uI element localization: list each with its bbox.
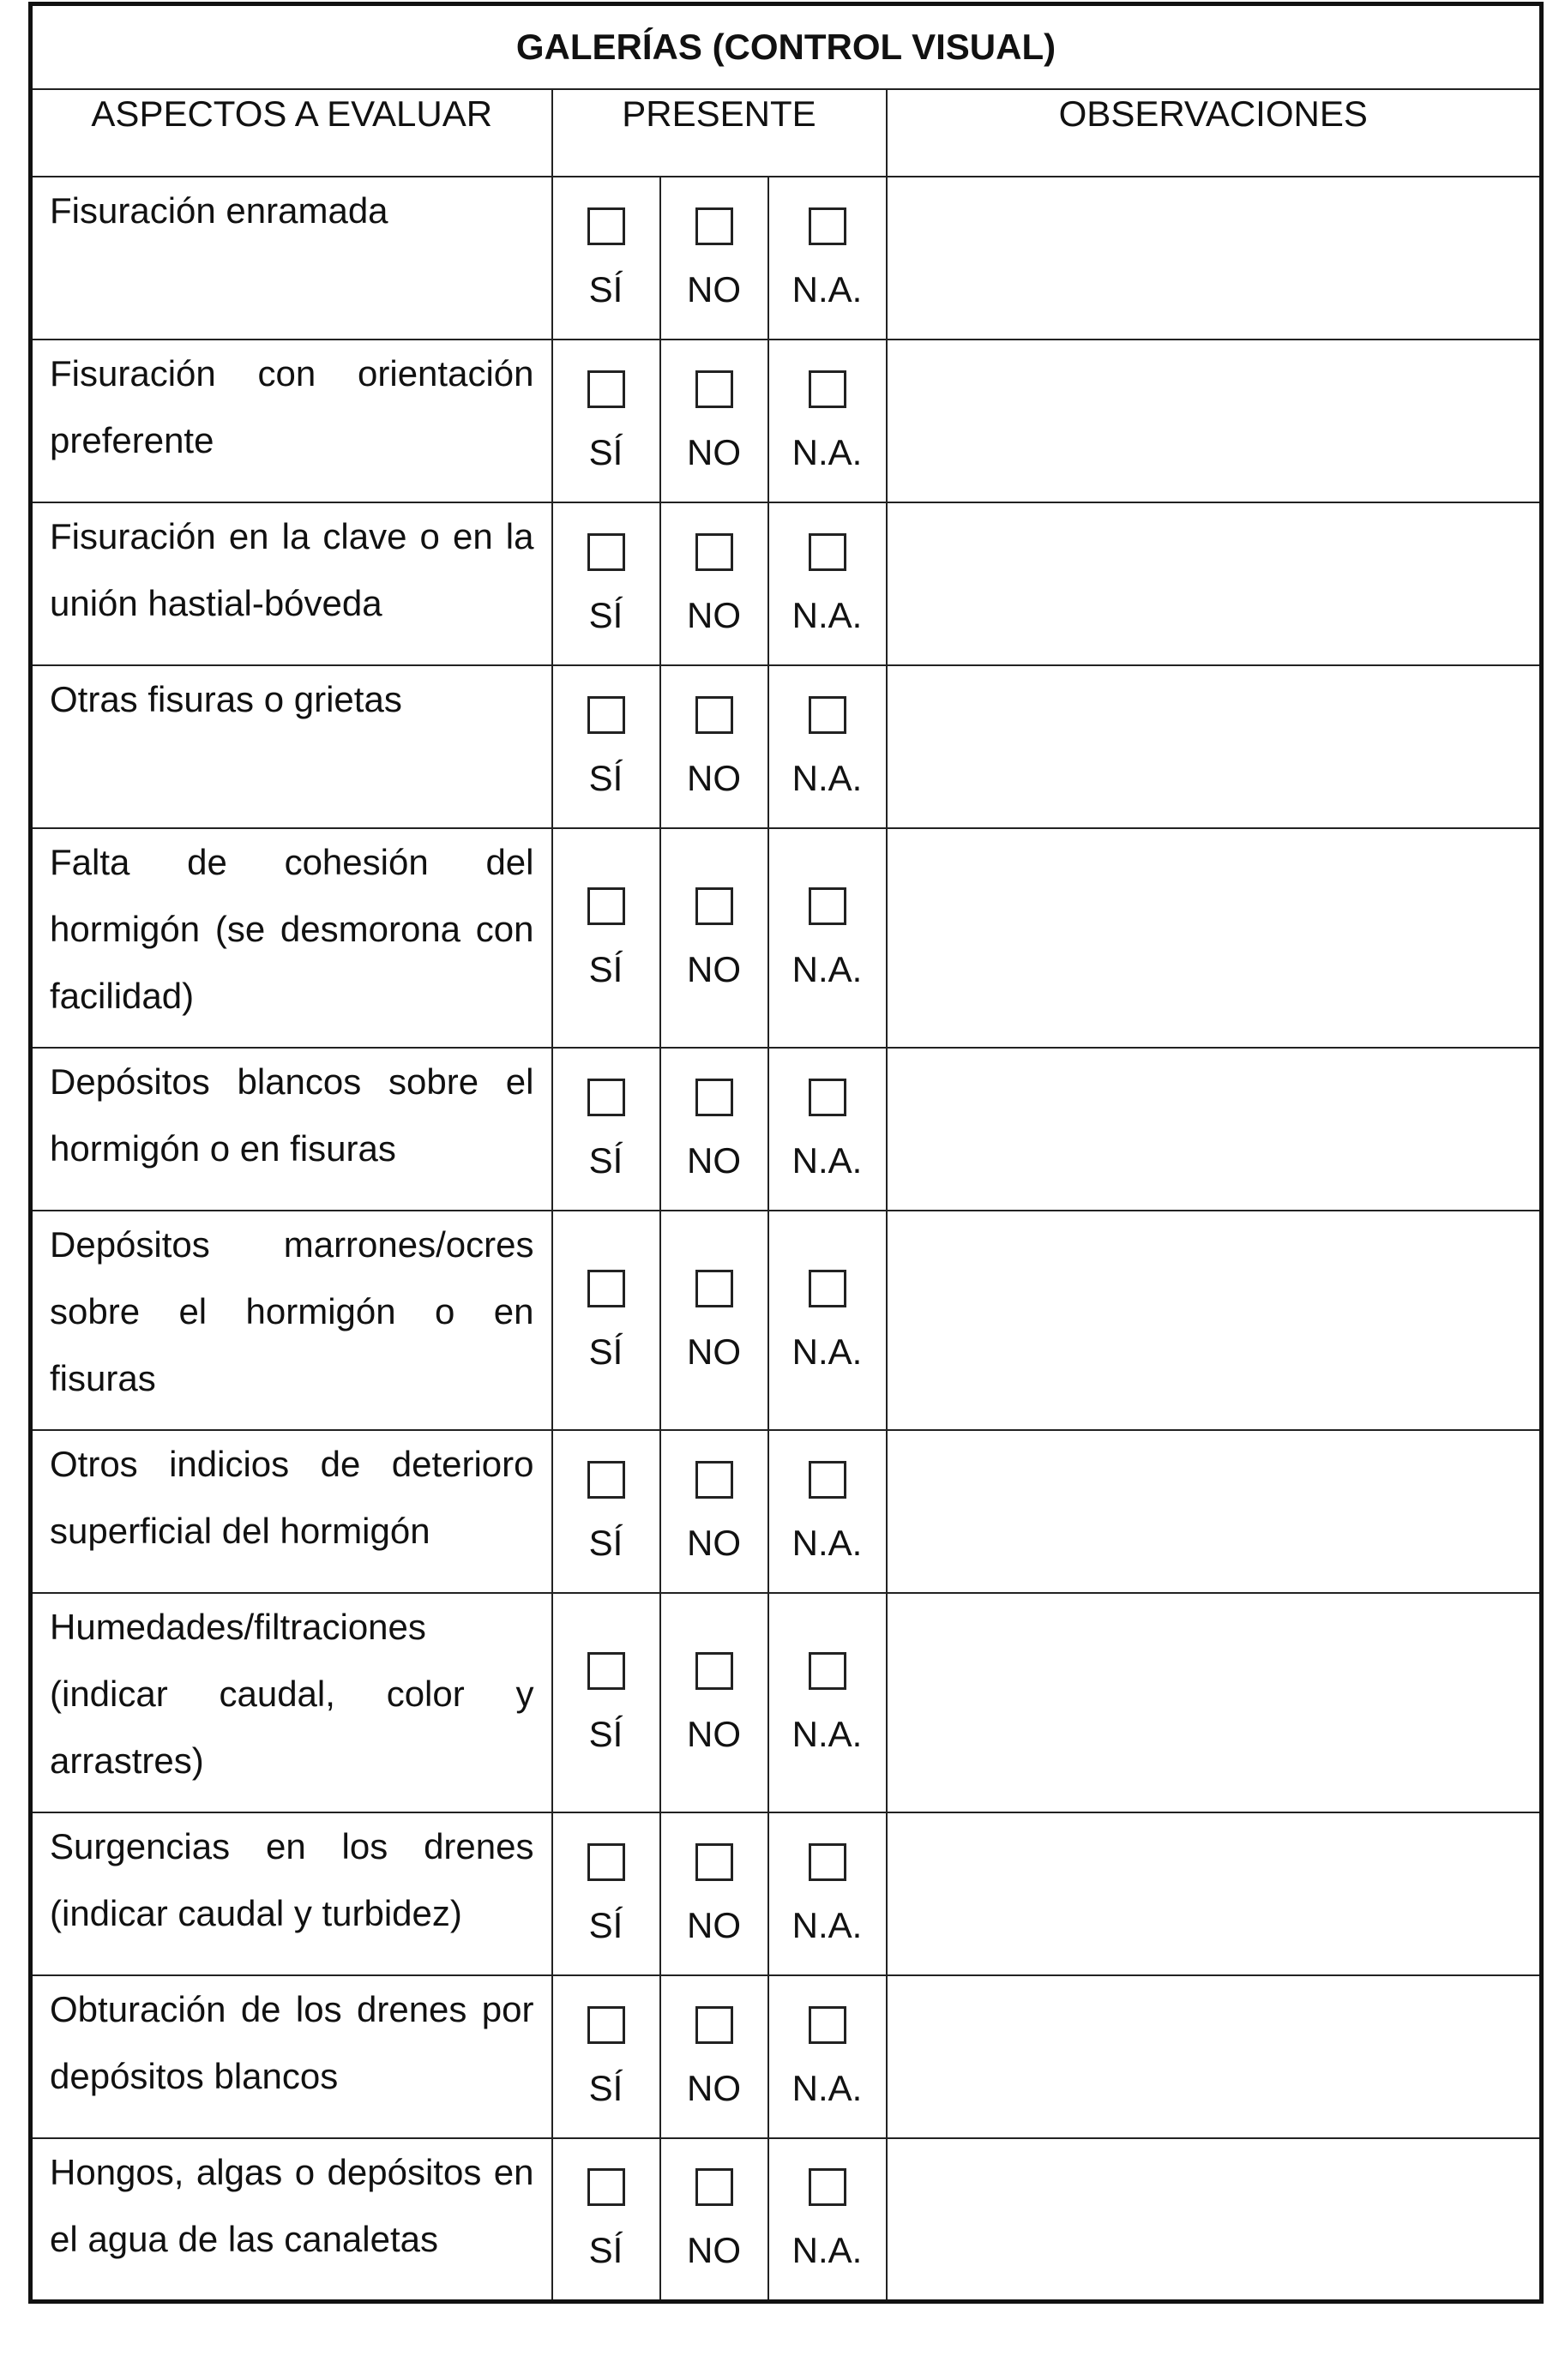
checkbox-no[interactable]	[695, 1079, 733, 1116]
checkbox-no[interactable]	[695, 887, 733, 925]
checkbox-no[interactable]	[695, 370, 733, 408]
option-label-no: NO	[687, 432, 741, 472]
option-label-no: NO	[687, 758, 741, 798]
option-cell-na	[768, 502, 887, 665]
aspect-label: Otras fisuras o grietas	[31, 665, 552, 828]
option-label-no: NO	[687, 595, 741, 635]
option-cell-na	[768, 1812, 887, 1975]
checkbox-na[interactable]	[809, 2168, 846, 2206]
option-cell-no	[660, 1048, 768, 1211]
observations-field[interactable]	[887, 1975, 1542, 2138]
table-row	[31, 1211, 1542, 1430]
checkbox-na[interactable]	[809, 207, 846, 245]
option-cell-na	[768, 1211, 887, 1430]
observations-field[interactable]	[887, 1211, 1542, 1430]
option-label-si: SÍ	[588, 2230, 623, 2271]
option-cell-no	[660, 1430, 768, 1593]
option-cell-na	[768, 665, 887, 828]
checkbox-si[interactable]	[587, 696, 625, 734]
observations-field[interactable]	[887, 1593, 1542, 1812]
checkbox-si[interactable]	[587, 2168, 625, 2206]
checkbox-no[interactable]	[695, 1652, 733, 1690]
option-cell-si	[552, 502, 660, 665]
table-row	[31, 177, 1542, 340]
observations-field[interactable]	[887, 1812, 1542, 1975]
aspect-label: Surgencias en los drenes (indicar caudal y turbidez)	[31, 1812, 552, 1975]
checkbox-na[interactable]	[809, 696, 846, 734]
option-label-no: NO	[687, 1331, 741, 1372]
option-label-no: NO	[687, 1905, 741, 1945]
observations-field[interactable]	[887, 502, 1542, 665]
checkbox-no[interactable]	[695, 696, 733, 734]
aspect-label: Humedades/filtraciones (indicar caudal, color y arrastres)	[31, 1593, 552, 1812]
option-cell-si	[552, 1593, 660, 1812]
option-label-na: N.A.	[792, 2230, 863, 2271]
observations-field[interactable]	[887, 177, 1542, 340]
option-label-si: SÍ	[588, 1714, 623, 1754]
option-cell-na	[768, 340, 887, 502]
checkbox-si[interactable]	[587, 2006, 625, 2044]
option-cell-na	[768, 1593, 887, 1812]
option-label-si: SÍ	[588, 269, 623, 310]
option-label-na: N.A.	[792, 1714, 863, 1754]
option-cell-si	[552, 2138, 660, 2301]
checkbox-si[interactable]	[587, 370, 625, 408]
checkbox-na[interactable]	[809, 533, 846, 571]
option-label-si: SÍ	[588, 1523, 623, 1563]
option-label-si: SÍ	[588, 1140, 623, 1181]
checkbox-no[interactable]	[695, 533, 733, 571]
option-label-no: NO	[687, 1523, 741, 1563]
table-row	[31, 1812, 1542, 1975]
observations-field[interactable]	[887, 2138, 1542, 2301]
option-label-na: N.A.	[792, 1140, 863, 1181]
checkbox-no[interactable]	[695, 1270, 733, 1307]
checkbox-si[interactable]	[587, 1843, 625, 1881]
option-cell-no	[660, 1975, 768, 2138]
checkbox-na[interactable]	[809, 1843, 846, 1881]
option-cell-na	[768, 177, 887, 340]
option-label-na: N.A.	[792, 432, 863, 472]
option-cell-si	[552, 1975, 660, 2138]
option-cell-no	[660, 177, 768, 340]
option-label-no: NO	[687, 949, 741, 989]
option-cell-na	[768, 828, 887, 1048]
observations-field[interactable]	[887, 340, 1542, 502]
aspect-label: Depósitos marrones/ocres sobre el hormigón o en fisuras	[31, 1211, 552, 1430]
aspect-label: Depósitos blancos sobre el hormigón o en fisuras	[31, 1048, 552, 1211]
option-cell-no	[660, 1593, 768, 1812]
form-title: GALERÍAS (CONTROL VISUAL)	[31, 4, 1542, 90]
option-label-no: NO	[687, 1714, 741, 1754]
table-row	[31, 2138, 1542, 2301]
checkbox-no[interactable]	[695, 1843, 733, 1881]
table-row	[31, 1593, 1542, 1812]
table-row	[31, 828, 1542, 1048]
option-cell-si	[552, 1211, 660, 1430]
option-cell-na	[768, 1048, 887, 1211]
option-label-na: N.A.	[792, 1331, 863, 1372]
option-label-no: NO	[687, 269, 741, 310]
checkbox-na[interactable]	[809, 370, 846, 408]
option-cell-na	[768, 1975, 887, 2138]
form-rows	[31, 177, 1542, 2301]
table-row	[31, 1430, 1542, 1593]
checkbox-na[interactable]	[809, 1270, 846, 1307]
aspect-label: Fisuración enramada	[31, 177, 552, 340]
aspect-label: Fisuración con orientación preferente	[31, 340, 552, 502]
checkbox-no[interactable]	[695, 207, 733, 245]
option-cell-si	[552, 340, 660, 502]
option-label-si: SÍ	[588, 595, 623, 635]
checkbox-no[interactable]	[695, 1461, 733, 1499]
checkbox-na[interactable]	[809, 1652, 846, 1690]
table-row	[31, 665, 1542, 828]
option-label-na: N.A.	[792, 758, 863, 798]
option-label-na: N.A.	[792, 2068, 863, 2108]
option-cell-si	[552, 828, 660, 1048]
option-cell-si	[552, 1430, 660, 1593]
option-label-si: SÍ	[588, 1905, 623, 1945]
table-row	[31, 1048, 1542, 1211]
observations-field[interactable]	[887, 828, 1542, 1048]
checkbox-na[interactable]	[809, 1079, 846, 1116]
checkbox-si[interactable]	[587, 1652, 625, 1690]
checkbox-si[interactable]	[587, 887, 625, 925]
option-label-si: SÍ	[588, 2068, 623, 2108]
option-cell-na	[768, 2138, 887, 2301]
observations-field[interactable]	[887, 665, 1542, 828]
option-cell-si	[552, 665, 660, 828]
observations-field[interactable]	[887, 1430, 1542, 1593]
checkbox-si[interactable]	[587, 1461, 625, 1499]
checkbox-si[interactable]	[587, 533, 625, 571]
header-row	[31, 89, 1542, 177]
option-label-si: SÍ	[588, 1331, 623, 1372]
option-cell-si	[552, 1812, 660, 1975]
header-aspects: ASPECTOS A EVALUAR	[31, 89, 552, 177]
option-label-si: SÍ	[588, 758, 623, 798]
option-cell-na	[768, 1430, 887, 1593]
option-cell-si	[552, 1048, 660, 1211]
checkbox-no[interactable]	[695, 2168, 733, 2206]
checkbox-na[interactable]	[809, 887, 846, 925]
option-cell-no	[660, 1812, 768, 1975]
option-cell-no	[660, 665, 768, 828]
title-row	[31, 4, 1542, 90]
option-cell-si	[552, 177, 660, 340]
option-label-na: N.A.	[792, 1905, 863, 1945]
option-cell-no	[660, 1211, 768, 1430]
option-label-no: NO	[687, 2068, 741, 2108]
aspect-label: Obturación de los drenes por depósitos blancos	[31, 1975, 552, 2138]
observations-field[interactable]	[887, 1048, 1542, 1211]
checkbox-si[interactable]	[587, 1079, 625, 1116]
option-label-si: SÍ	[588, 432, 623, 472]
option-label-na: N.A.	[792, 949, 863, 989]
aspect-label: Otros indicios de deterioro superficial del hormigón	[31, 1430, 552, 1593]
option-label-si: SÍ	[588, 949, 623, 989]
option-label-na: N.A.	[792, 1523, 863, 1563]
option-label-na: N.A.	[792, 595, 863, 635]
aspect-label: Falta de cohesión del hormigón (se desmorona con facilidad)	[31, 828, 552, 1048]
checkbox-si[interactable]	[587, 207, 625, 245]
table-row	[31, 1975, 1542, 2138]
checkbox-no[interactable]	[695, 2006, 733, 2044]
table-row	[31, 502, 1542, 665]
option-cell-no	[660, 340, 768, 502]
aspect-label: Hongos, algas o depósitos en el agua de las canaletas	[31, 2138, 552, 2301]
inspection-form-table	[28, 2, 1544, 2304]
checkbox-na[interactable]	[809, 2006, 846, 2044]
checkbox-si[interactable]	[587, 1270, 625, 1307]
option-label-no: NO	[687, 1140, 741, 1181]
option-label-na: N.A.	[792, 269, 863, 310]
option-cell-no	[660, 2138, 768, 2301]
header-observations: OBSERVACIONES	[887, 89, 1542, 177]
checkbox-na[interactable]	[809, 1461, 846, 1499]
option-label-no: NO	[687, 2230, 741, 2271]
table-row	[31, 340, 1542, 502]
header-present: PRESENTE	[552, 89, 887, 177]
option-cell-no	[660, 502, 768, 665]
option-cell-no	[660, 828, 768, 1048]
aspect-label: Fisuración en la clave o en la unión hastial-bóveda	[31, 502, 552, 665]
